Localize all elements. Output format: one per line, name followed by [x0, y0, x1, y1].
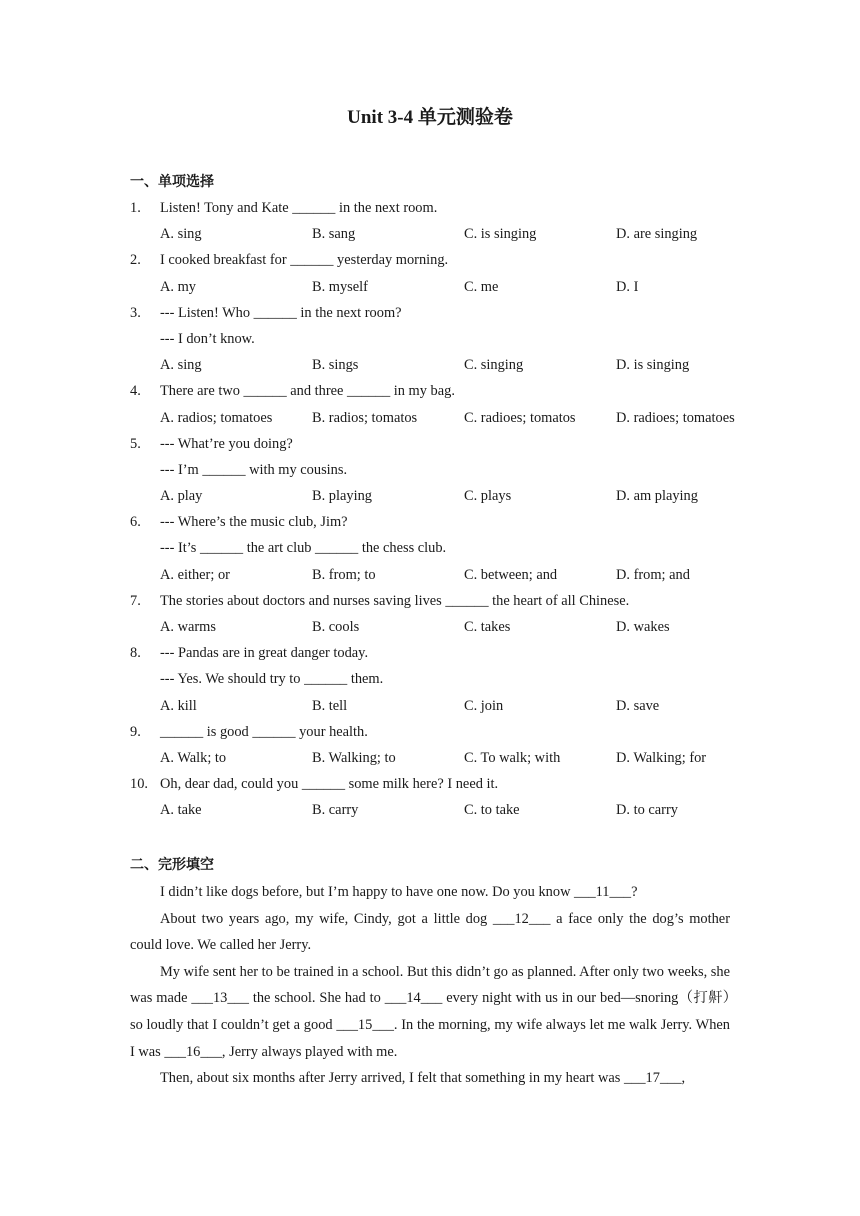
- question-number: 4.: [130, 383, 141, 400]
- question-line: [130, 197, 750, 223]
- question-text: ______ is good ______ your health.: [160, 723, 368, 740]
- question-text: Listen! Tony and Kate ______ in the next room.: [160, 200, 438, 216]
- question-list: [130, 197, 750, 826]
- question-number: 2.: [130, 252, 141, 269]
- answer-option: C. me: [464, 278, 499, 295]
- question-line: [130, 328, 750, 354]
- answer-option: A. sing: [160, 226, 202, 243]
- passage-paragraph: My wife sent her to be trained in a school. But this didn’t go as planned. After only two weeks, she was made ___13___ the school. She had to ___14___ every night with us in our bed—snoring（打鼾）so loudly that I couldn’t get a good ___15___. In the morning, my wife always let me walk Jerry. When I was ___16___, Jerry always played with me.: [130, 963, 730, 1060]
- answer-option: B. Walking; to: [312, 749, 396, 766]
- answer-option: B. sings: [312, 357, 359, 374]
- question-item: [130, 721, 750, 773]
- answer-option: A. either; or: [160, 566, 230, 583]
- answer-option: A. warms: [160, 619, 216, 635]
- answer-option: A. Walk; to: [160, 749, 227, 766]
- question-number: 8.: [130, 645, 141, 662]
- question-number: 3.: [130, 304, 141, 321]
- question-number: 1.: [130, 200, 141, 216]
- page-title: Unit 3-4 单元测验卷: [347, 107, 513, 128]
- question-text: I cooked breakfast for ______ yesterday morning.: [160, 252, 449, 269]
- question-line: [130, 773, 750, 799]
- option-row: [130, 564, 750, 590]
- answer-option: A. kill: [160, 697, 197, 714]
- option-row: [130, 747, 750, 773]
- question-number: 9.: [130, 723, 141, 740]
- question-item: [130, 511, 750, 590]
- answer-option: D. are singing: [616, 226, 698, 243]
- answer-option: B. carry: [312, 802, 359, 819]
- passage-paragraph: About two years ago, my wife, Cindy, got a little dog ___12___ a face only the dog’s mother could love. We called her Jerry.: [130, 910, 730, 954]
- section-heading-single-choice: 一、单项选择: [130, 174, 214, 190]
- answer-option: C. join: [464, 697, 504, 714]
- question-item: [130, 302, 750, 381]
- option-row: [130, 223, 750, 249]
- question-line: [130, 668, 750, 694]
- question-number: 6.: [130, 514, 141, 531]
- answer-option: B. radios; tomatos: [312, 409, 418, 426]
- option-row: [130, 276, 750, 302]
- answer-option: B. myself: [312, 278, 368, 295]
- answer-option: B. tell: [312, 697, 348, 714]
- question-item: [130, 590, 750, 642]
- question-item: [130, 380, 750, 432]
- answer-option: D. I: [616, 278, 639, 295]
- question-item: [130, 773, 750, 825]
- answer-option: C. between; and: [464, 566, 558, 583]
- question-line: [130, 249, 750, 275]
- question-number: 5.: [130, 435, 141, 452]
- question-text: --- Where’s the music club, Jim?: [160, 514, 348, 531]
- answer-option: C. To walk; with: [464, 749, 561, 766]
- question-text: --- Yes. We should try to ______ them.: [160, 671, 384, 688]
- question-text: --- Listen! Who ______ in the next room?: [160, 304, 402, 321]
- answer-option: A. take: [160, 802, 202, 819]
- answer-option: A. my: [160, 278, 196, 295]
- answer-option: D. to carry: [616, 802, 678, 819]
- answer-option: C. takes: [464, 619, 511, 635]
- answer-option: D. wakes: [616, 619, 670, 635]
- option-row: [130, 354, 750, 380]
- option-row: [130, 799, 750, 825]
- question-text: --- I don’t know.: [160, 330, 255, 347]
- option-row: [130, 616, 750, 642]
- question-number: 7.: [130, 592, 141, 609]
- question-text: The stories about doctors and nurses saving lives ______ the heart of all Chinese.: [160, 592, 630, 609]
- answer-option: D. from; and: [616, 566, 690, 583]
- answer-option: B. from; to: [312, 566, 376, 583]
- answer-option: D. is singing: [616, 357, 690, 374]
- answer-option: B. sang: [312, 226, 356, 243]
- answer-option: A. play: [160, 488, 203, 505]
- answer-option: B. playing: [312, 488, 372, 505]
- section-heading-cloze: 二、完形填空: [130, 857, 214, 873]
- answer-option: C. radioes; tomatos: [464, 409, 576, 426]
- answer-option: A. sing: [160, 357, 202, 374]
- cloze-passage: [130, 879, 730, 1092]
- answer-option: D. am playing: [616, 488, 698, 505]
- answer-option: D. radioes; tomatoes: [616, 409, 735, 426]
- question-number: 10.: [130, 776, 148, 793]
- answer-option: C. is singing: [464, 226, 537, 243]
- passage-paragraph: I didn’t like dogs before, but I’m happy to have one now. Do you know ___11___?: [160, 884, 638, 900]
- question-text: --- I’m ______ with my cousins.: [160, 461, 348, 478]
- answer-option: B. cools: [312, 619, 360, 635]
- question-item: [130, 249, 750, 301]
- answer-option: C. to take: [464, 802, 520, 819]
- option-row: [130, 407, 750, 433]
- answer-option: A. radios; tomatoes: [160, 409, 273, 426]
- question-line: [130, 459, 750, 485]
- question-line: [130, 433, 750, 459]
- passage-paragraph: Then, about six months after Jerry arrived, I felt that something in my heart was ___17___,: [160, 1070, 686, 1087]
- answer-option: D. save: [616, 697, 660, 714]
- question-text: There are two ______ and three ______ in my bag.: [160, 383, 455, 400]
- question-line: [130, 511, 750, 537]
- question-line: [130, 590, 750, 616]
- question-text: --- It’s ______ the art club ______ the chess club.: [160, 540, 447, 557]
- option-row: [130, 485, 750, 511]
- question-line: [130, 537, 750, 563]
- question-text: --- Pandas are in great danger today.: [160, 645, 369, 662]
- answer-option: C. plays: [464, 488, 512, 505]
- answer-option: C. singing: [464, 357, 524, 374]
- question-item: [130, 197, 750, 249]
- answer-option: D. Walking; for: [616, 749, 707, 766]
- option-row: [130, 695, 750, 721]
- question-text: --- What’re you doing?: [160, 435, 293, 452]
- question-text: Oh, dear dad, could you ______ some milk here? I need it.: [160, 776, 499, 793]
- question-item: [130, 433, 750, 512]
- question-line: [130, 642, 750, 668]
- question-line: [130, 721, 750, 747]
- question-item: [130, 642, 750, 721]
- question-line: [130, 380, 750, 406]
- question-line: [130, 302, 750, 328]
